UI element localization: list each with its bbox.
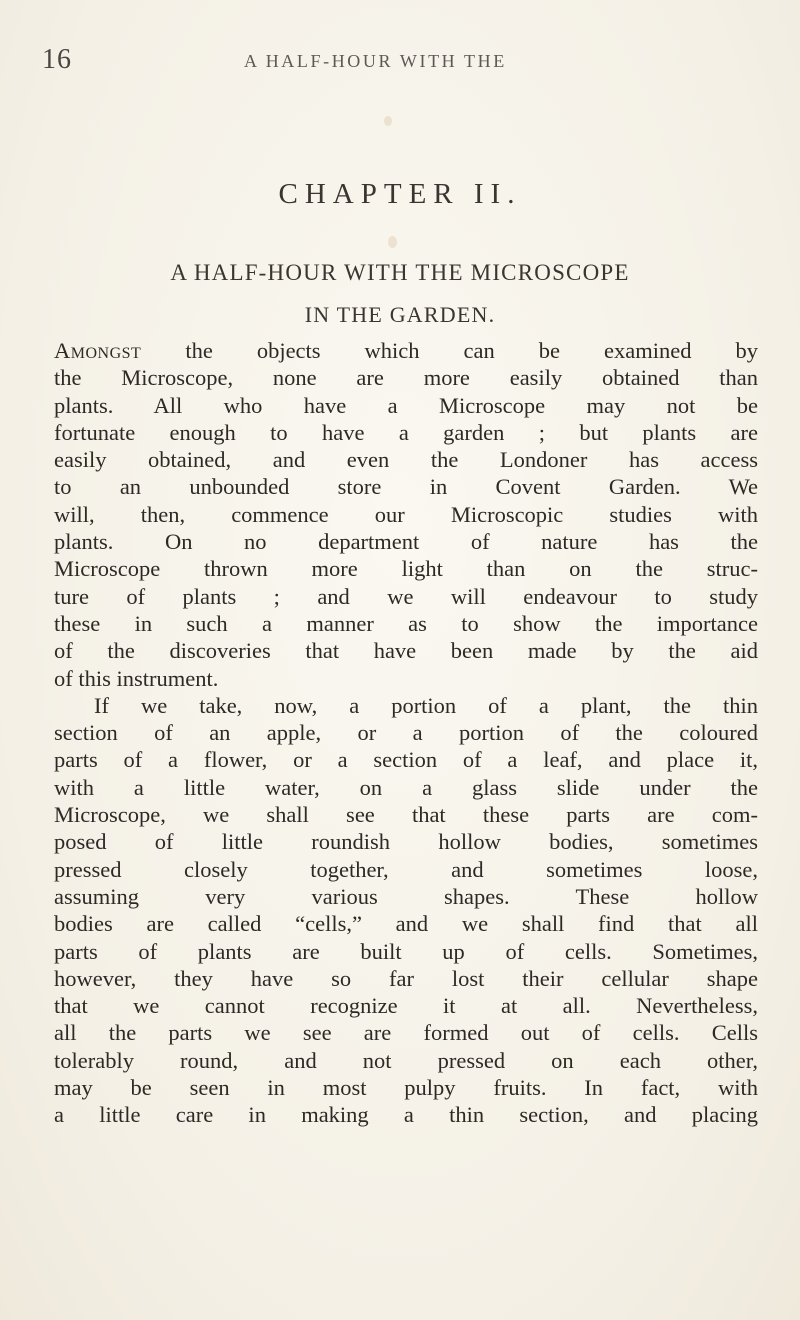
text-line: with a little water, on a glass slide under the bbox=[54, 774, 758, 800]
text-line: Microscope, we shall see that these parts are com- bbox=[54, 802, 758, 828]
text-line: assuming very various shapes. These hollow bbox=[54, 883, 758, 909]
text-line: of the discoveries that have been made by the aid bbox=[54, 638, 758, 664]
chapter-subtitle-line-1: A HALF-HOUR WITH THE MICROSCOPE bbox=[170, 260, 630, 285]
text-line: tolerably round, and not pressed on each other, bbox=[54, 1047, 758, 1073]
text-line: all the parts we see are formed out of cells. Cells bbox=[54, 1020, 758, 1046]
paper-stain bbox=[384, 116, 392, 126]
text-line: easily obtained, and even the Londoner has access bbox=[54, 447, 758, 473]
text-line: however, they have so far lost their cellular shape bbox=[54, 965, 758, 991]
text-line: of this instrument. bbox=[54, 665, 219, 691]
text-line: parts of a flower, or a section of a leaf, and place it, bbox=[54, 747, 758, 773]
text-line: will, then, commence our Microscopic studies with bbox=[54, 501, 758, 527]
text-line: to an unbounded store in Covent Garden. We bbox=[54, 474, 758, 500]
text-line: section of an apple, or a portion of the coloured bbox=[54, 720, 758, 746]
text-line: plants. All who have a Microscope may not be bbox=[54, 392, 758, 418]
text-line bbox=[54, 337, 758, 364]
drop-word: Amongst bbox=[54, 338, 142, 363]
text-line: that we cannot recognize it at all. Nevertheless, bbox=[54, 993, 758, 1019]
text-line-rest: the objects which can be examined by bbox=[141, 338, 758, 363]
page-number: 16 bbox=[42, 44, 72, 75]
text-line: may be seen in most pulpy fruits. In fact, with bbox=[54, 1075, 758, 1101]
chapter-title: CHAPTER II. bbox=[278, 178, 522, 210]
text-line: these in such a manner as to show the importance bbox=[54, 610, 758, 636]
chapter-subtitle-line-2: IN THE GARDEN. bbox=[304, 302, 496, 327]
text-line: Microscope thrown more light than on the struc- bbox=[54, 556, 758, 582]
text-line: pressed closely together, and sometimes loose, bbox=[54, 856, 758, 882]
text-line: bodies are called “cells,” and we shall find that all bbox=[54, 911, 758, 937]
text-line: plants. On no department of nature has the bbox=[54, 529, 758, 555]
body-text bbox=[54, 337, 758, 1129]
text-line: If we take, now, a portion of a plant, the thin bbox=[94, 692, 758, 718]
text-line: a little care in making a thin section, and placing bbox=[54, 1102, 758, 1128]
text-line: ture of plants ; and we will endeavour to study bbox=[54, 583, 758, 609]
running-head: A HALF-HOUR WITH THE bbox=[244, 51, 507, 71]
text-line: the Microscope, none are more easily obtained than bbox=[54, 365, 758, 391]
paper-stain bbox=[388, 236, 397, 248]
text-line: parts of plants are built up of cells. Sometimes, bbox=[54, 938, 758, 964]
text-line: posed of little roundish hollow bodies, sometimes bbox=[54, 829, 758, 855]
text-line: fortunate enough to have a garden ; but plants are bbox=[54, 419, 758, 445]
